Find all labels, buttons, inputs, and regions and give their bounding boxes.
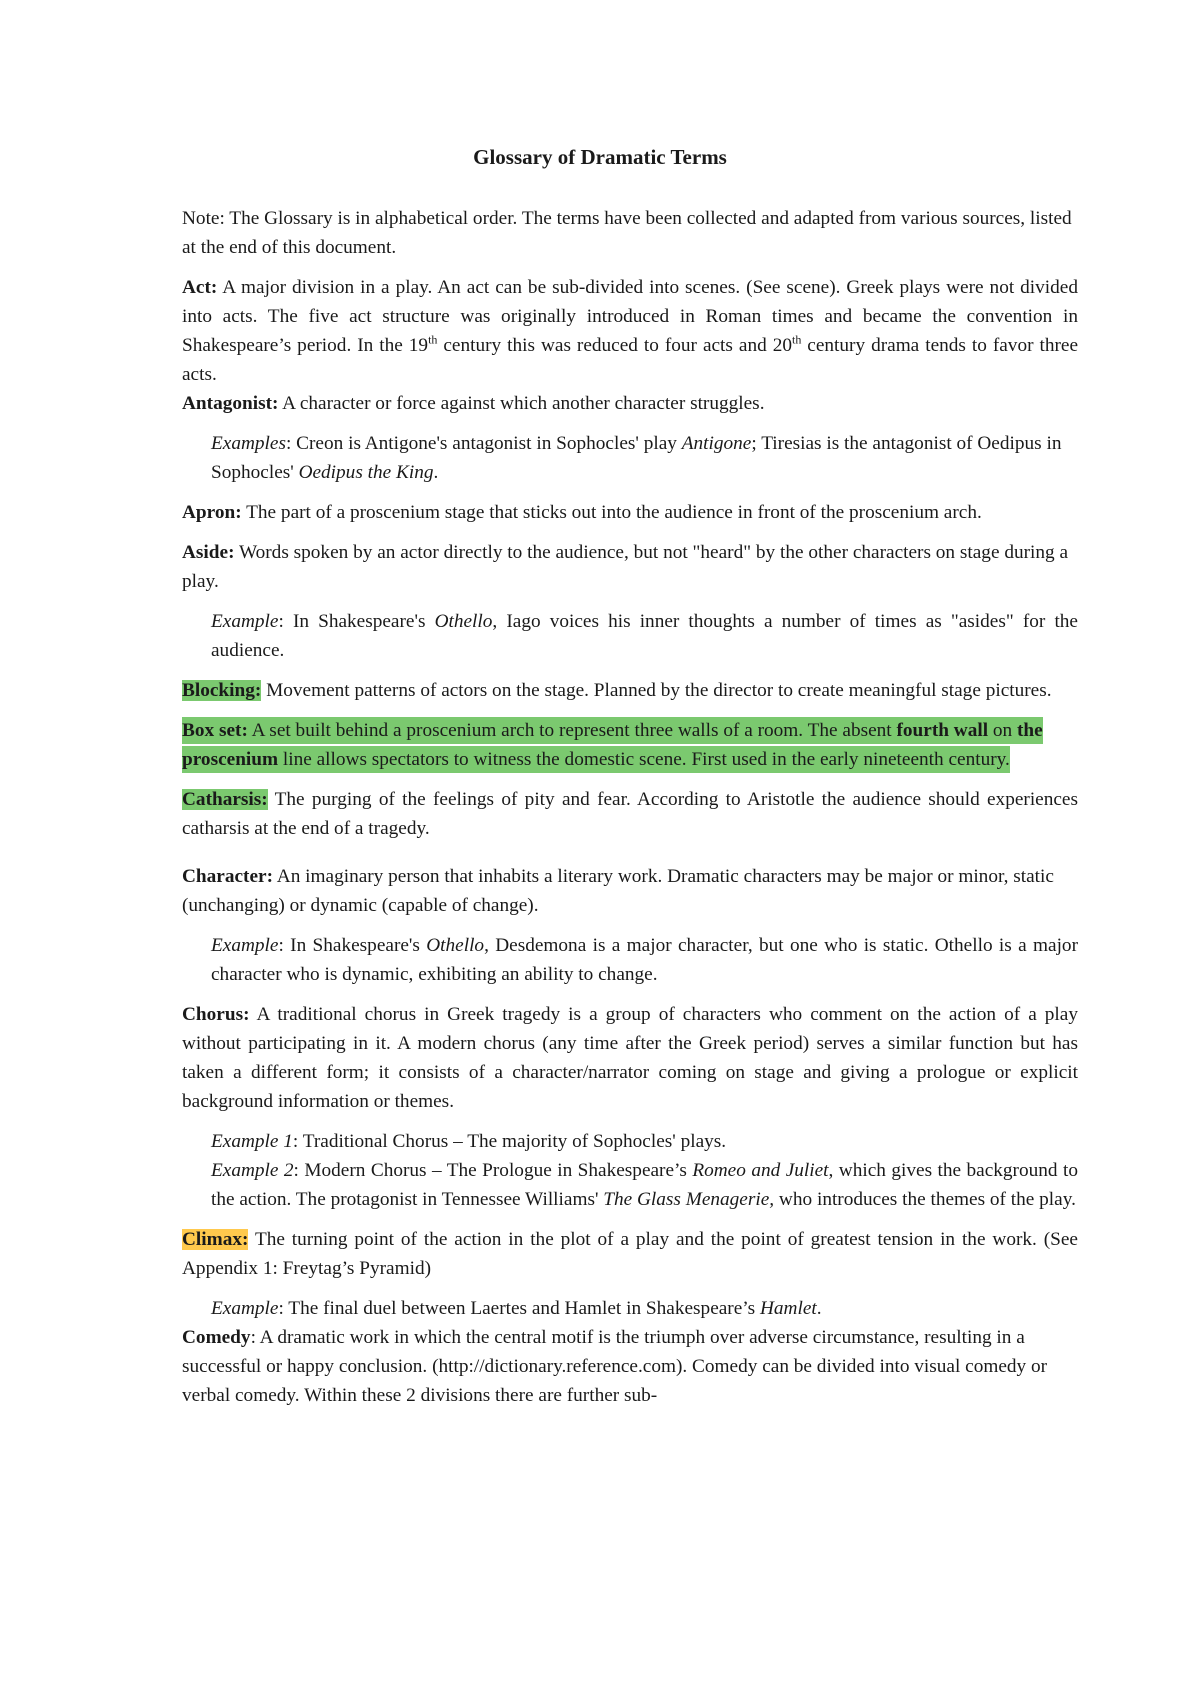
entry-box-set [182, 716, 1078, 774]
term-antagonist: Antagonist: [182, 393, 279, 414]
example-aside: Example: In Shakespeare's Othello, Iago voices his inner thoughts a number of times as "asides" for the audience. [211, 611, 1078, 661]
example-chorus-1: Example 1: Traditional Chorus – The majority of Sophocles' plays. [211, 1131, 727, 1152]
glossary-note: Note: The Glossary is in alphabetical order. The terms have been collected and adapted from various sources, listed at the end of this document. [182, 208, 1072, 258]
entry-blocking: Blocking: Movement patterns of actors on the stage. Planned by the director to create meaningful stage pictures. [182, 680, 1052, 701]
example-climax: Example: The final duel between Laertes and Hamlet in Shakespeare’s Hamlet. [211, 1298, 822, 1319]
glossary-body [182, 204, 1078, 1410]
entry-character: Character: An imaginary person that inhabits a literary work. Dramatic characters may be major or minor, static (unchanging) or dynamic (capable of change). [182, 866, 1054, 916]
term-aside: Aside: [182, 542, 235, 563]
entry-climax: Climax: The turning point of the action in the plot of a play and the point of greatest tension in the work. (See Appendix 1: Freytag’s Pyramid) [182, 1229, 1078, 1279]
term-chorus: Chorus: [182, 1004, 250, 1025]
term-box-set: Box set: [182, 720, 248, 741]
example-character: Example: In Shakespeare's Othello, Desdemona is a major character, but one who is static. Othello is a major character who is dynamic, exhibiting an ability to change. [211, 935, 1078, 985]
term-climax: Climax: [182, 1229, 249, 1250]
term-blocking: Blocking: [182, 680, 262, 701]
entry-antagonist: Antagonist: A character or force against which another character struggles. [182, 393, 765, 414]
example-chorus-2: Example 2: Modern Chorus – The Prologue in Shakespeare’s Romeo and Juliet, which gives the background to the action. The protagonist in Tennessee Williams' The Glass Menagerie, who introduces the themes of the play. [211, 1160, 1078, 1210]
box-set-highlight: Box set: A set built behind a proscenium arch to represent three walls of a room. The absent fourth wall on the proscenium line allows spectators to witness the domestic scene. First used in the early nineteenth century. [182, 717, 1043, 773]
entry-catharsis: Catharsis: The purging of the feelings of pity and fear. According to Aristotle the audience should experiences catharsis at the end of a tragedy. [182, 789, 1078, 839]
example-antagonist: Examples: Creon is Antigone's antagonist in Sophocles' play Antigone; Tiresias is the antagonist of Oedipus in Sophocles' Oedipus the King. [211, 433, 1062, 483]
entry-apron: Apron: The part of a proscenium stage that sticks out into the audience in front of the proscenium arch. [182, 502, 982, 523]
term-character: Character: [182, 866, 274, 887]
entry-aside: Aside: Words spoken by an actor directly to the audience, but not "heard" by the other characters on stage during a play. [182, 542, 1069, 592]
entry-act: Act: A major division in a play. An act can be sub-divided into scenes. (See scene). Greek plays were not divided into acts. The five act structure was originally introduced in Roman times and became the convention in Shakespeare’s period. In the 19th century this was reduced to four acts and 20th century drama tends to favor three acts. [182, 277, 1079, 385]
page-title: Glossary of Dramatic Terms [473, 145, 727, 169]
term-apron: Apron: [182, 502, 242, 523]
term-act: Act: [182, 277, 218, 298]
term-comedy: Comedy [182, 1327, 251, 1348]
term-catharsis: Catharsis: [182, 789, 268, 810]
entry-comedy: Comedy: A dramatic work in which the central motif is the triumph over adverse circumstance, resulting in a successful or happy conclusion. (http://dictionary.reference.com). Comedy can be divided into visual comedy or verbal comedy. Within these 2 divisions there are further sub- [182, 1327, 1048, 1406]
entry-chorus: Chorus: A traditional chorus in Greek tragedy is a group of characters who comment on the action of a play without participating in it. A modern chorus (any time after the Greek period) serves a similar function but has taken a different form; it consists of a character/narrator coming on stage and giving a prologue or explicit background information or themes. [182, 1004, 1078, 1112]
